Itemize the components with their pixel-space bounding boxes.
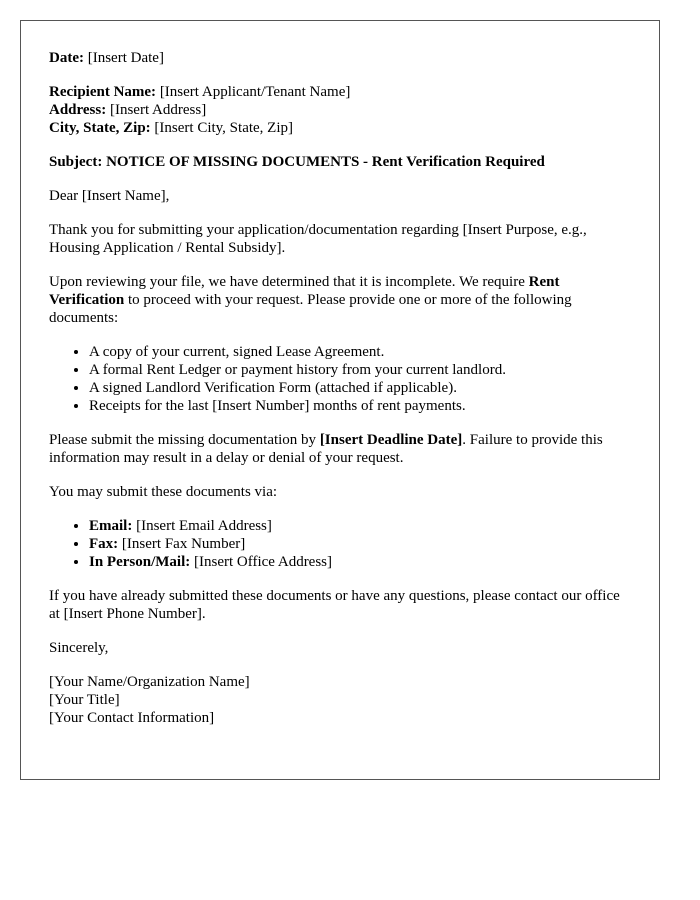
deadline-text-before: Please submit the missing documentation by <box>49 432 320 448</box>
list-item: • A formal Rent Ledger or payment history from your current landlord. <box>89 361 631 379</box>
method-value: [Insert Fax Number] <box>118 536 246 552</box>
method-value: [Insert Email Address] <box>132 518 272 534</box>
signature-name: [Your Name/Organization Name] <box>49 674 250 690</box>
review-paragraph <box>49 273 631 327</box>
list-item <box>89 553 631 571</box>
documents-list <box>49 343 631 415</box>
method-label: Email: <box>89 518 133 534</box>
signature-title: [Your Title] <box>49 692 120 708</box>
closing: Sincerely, <box>49 640 109 656</box>
recipient-name-value: [Insert Applicant/Tenant Name] <box>156 84 351 100</box>
submit-intro: You may submit these documents via: <box>49 484 278 500</box>
method-label: Fax: <box>89 536 119 552</box>
method-label: In Person/Mail: <box>89 554 191 570</box>
recipient-address-line <box>49 101 631 119</box>
signature-contact: [Your Contact Information] <box>49 710 215 726</box>
subject-text: Subject: NOTICE OF MISSING DOCUMENTS - Rent Verification Required <box>49 154 545 170</box>
recipient-city-line <box>49 119 631 137</box>
date-label: Date: <box>49 50 84 66</box>
deadline-text-bold: [Insert Deadline Date] <box>319 432 463 448</box>
recipient-name-line <box>49 83 631 101</box>
recipient-city-label: City, State, Zip: <box>49 120 151 136</box>
date-line <box>49 49 631 67</box>
deadline-paragraph <box>49 431 631 467</box>
deadline-text-after: . Failure to provide this information may result in a delay or denial of your request. <box>49 432 603 466</box>
recipient-address-value: [Insert Address] <box>106 102 207 118</box>
review-text-before: Upon reviewing your file, we have determined that it is incomplete. We require <box>49 274 529 290</box>
review-text-after: to proceed with your request. Please provide one or more of the following documents: <box>49 292 572 326</box>
letter-document <box>20 20 660 780</box>
list-item: • A signed Landlord Verification Form (attached if applicable). <box>89 379 631 397</box>
list-item <box>89 535 631 553</box>
intro-paragraph: Thank you for submitting your application/documentation regarding [Insert Purpose, e.g., Housing Application / Rental Subsidy]. <box>49 222 587 256</box>
contact-paragraph: If you have already submitted these documents or have any questions, please contact our office at [Insert Phone Number]. <box>49 588 620 622</box>
submission-methods-list <box>49 517 631 571</box>
recipient-name-label: Recipient Name: <box>49 84 157 100</box>
salutation: Dear [Insert Name], <box>49 188 170 204</box>
recipient-address-label: Address: <box>49 102 107 118</box>
method-value: [Insert Office Address] <box>190 554 333 570</box>
date-value: [Insert Date] <box>83 50 164 66</box>
list-item <box>89 517 631 535</box>
list-item: • A copy of your current, signed Lease Agreement. <box>89 343 631 361</box>
list-item: • Receipts for the last [Insert Number] months of rent payments. <box>89 397 631 415</box>
review-text-bold: Rent Verification <box>49 274 560 308</box>
recipient-city-value: [Insert City, State, Zip] <box>150 120 294 136</box>
subject-line <box>49 153 631 171</box>
